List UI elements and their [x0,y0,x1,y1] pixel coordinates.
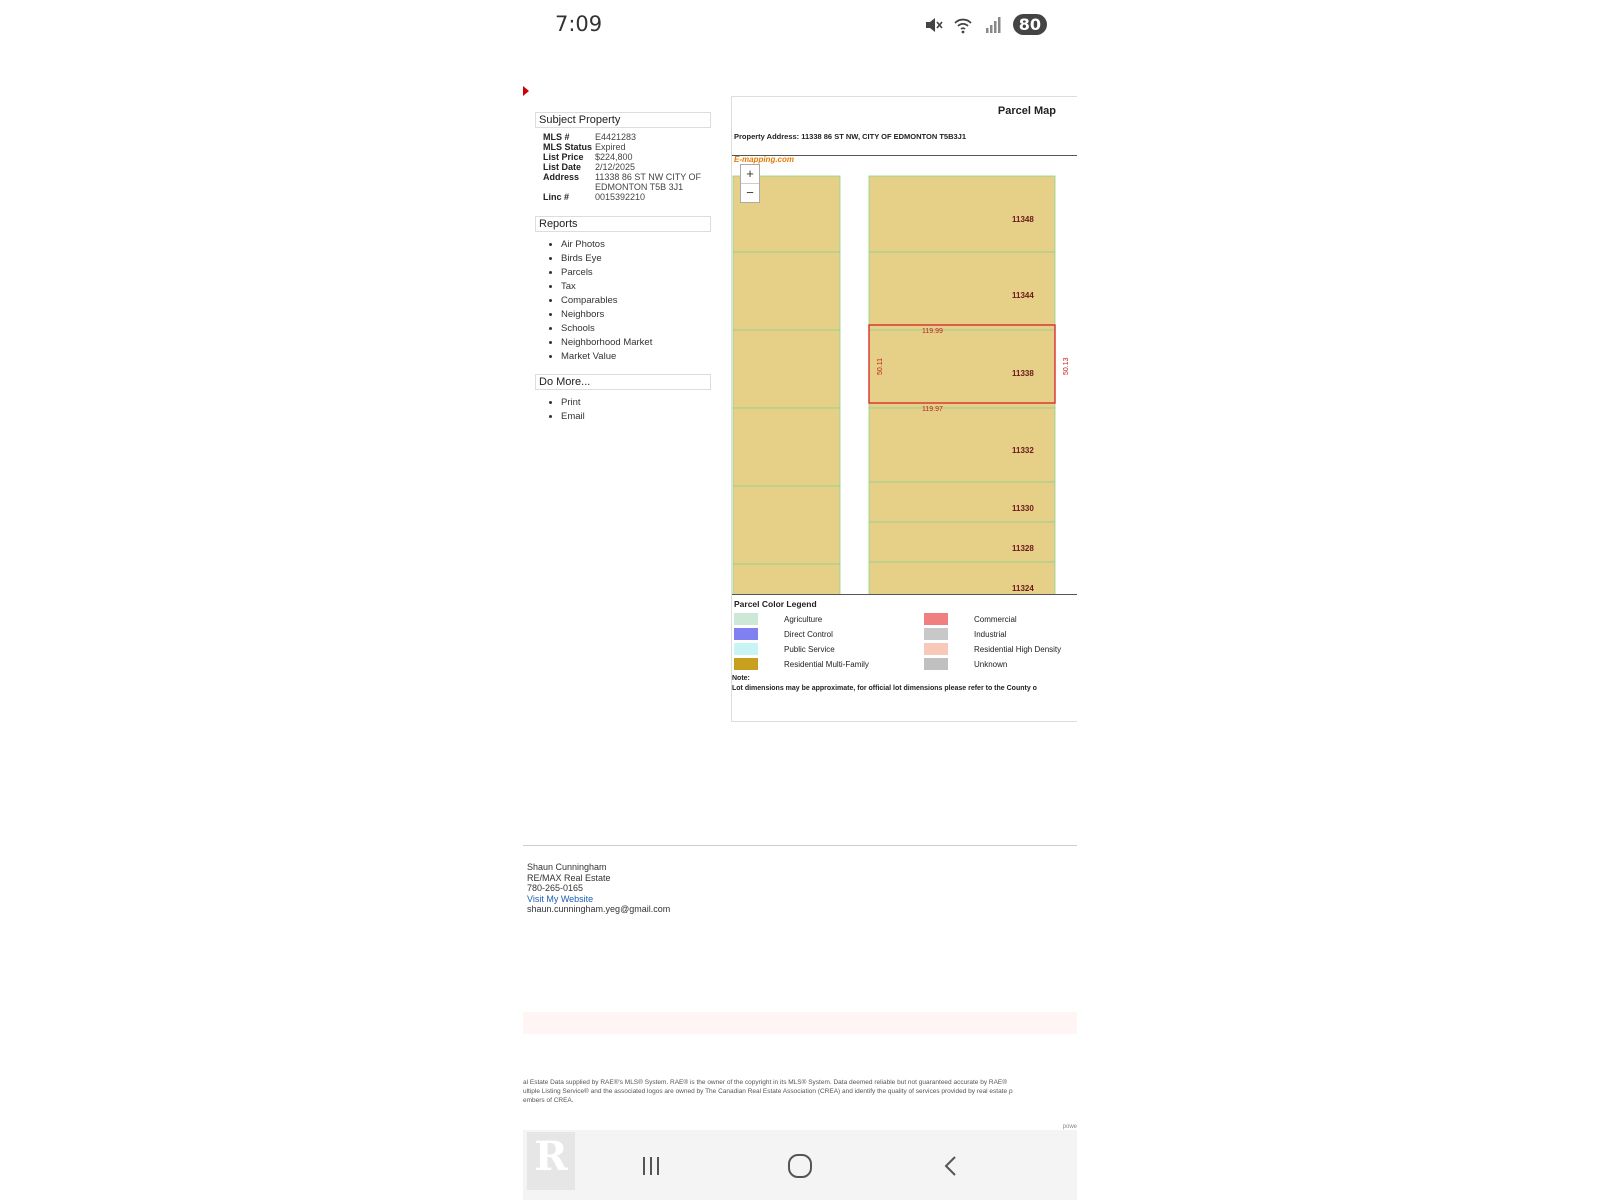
signal-icon [983,15,1003,35]
legend-item [924,628,1074,640]
field-label: Address [543,172,580,182]
parcel-west-2 [733,330,840,408]
do-more-list [535,396,711,424]
legend-swatch [924,658,948,670]
parcel-map-canvas [732,156,1077,594]
field-value: 2/12/2025 [595,162,636,172]
field-value: $224,800 [595,152,633,162]
subject-property-heading: Subject Property [535,112,711,128]
lot-number-label: 11348 [1012,215,1034,224]
legend-swatch [734,628,758,640]
legend-label: Residential Multi-Family [784,659,869,669]
note-label: Note: [732,675,750,682]
dimension-right: 50.13 [1063,357,1070,375]
report-link[interactable]: • Comparables [561,294,711,308]
lot-number-label: 11338 [1012,369,1034,378]
report-link[interactable]: • Air Photos [561,238,711,252]
legend-label: Industrial [974,629,1007,639]
note-text: Lot dimensions may be approximate, for official lot dimensions please refer to the County o [732,685,1037,692]
lot-number-label: 11324 [1012,584,1034,593]
legend-item [924,643,1074,655]
reports-heading: Reports [535,216,711,232]
dimension-top: 119.99 [922,328,943,335]
wifi-icon [953,15,973,35]
property-field [535,162,711,172]
field-value: Expired [595,142,626,152]
property-field [535,172,711,192]
action-link[interactable]: • Print [561,396,711,410]
zoom-out-button[interactable]: − [746,185,754,200]
parcel-map[interactable] [732,155,1077,595]
legend-label: Unknown [974,659,1008,669]
dimension-left: 50.11 [877,358,884,375]
parcel-east-3 [869,408,1055,482]
status-bar [523,0,1077,52]
agent-name: Shaun Cunningham [527,862,607,872]
legend-swatch [734,613,758,625]
realtor-logo: R [527,1132,575,1190]
field-label: Linc # [543,192,570,202]
legend-title: Parcel Color Legend [734,599,817,609]
parcel-color-legend [734,599,1077,670]
divider [523,845,1077,846]
android-nav-bar [523,1130,1077,1200]
field-label: MLS # [543,132,570,142]
legend-swatch [734,643,758,655]
parcel-east-4 [869,482,1055,522]
legend-swatch [924,628,948,640]
lot-number-label: 11330 [1012,504,1034,513]
agent-website-link[interactable]: Visit My Website [527,893,594,904]
legend-label: Commercial [974,614,1017,624]
parcel-map-title: Parcel Map [997,105,1056,117]
property-field [535,142,711,152]
recent-apps-icon[interactable] [631,1150,671,1182]
reports-list [535,238,711,364]
property-field [535,152,711,162]
report-link[interactable]: • Tax [561,280,711,294]
legend-swatch [924,643,948,655]
agent-contact [527,862,670,915]
legend-label: Agriculture [784,614,823,624]
legend-label: Direct Control [784,629,833,639]
agent-phone[interactable]: 780-265-0165 [527,883,584,893]
mls-disclaimer [523,1078,1077,1105]
agent-email[interactable]: shaun.cunningham.yeg@gmail.com [527,904,671,914]
agent-brokerage: RE/MAX Real Estate [527,872,611,883]
e-mapping-brand: E-mapping.com [734,155,795,164]
parcel-east-0 [869,176,1055,252]
legend-swatch [924,613,948,625]
legend-label: Public Service [784,644,835,654]
subject-property-fields [535,132,711,202]
red-arrow-marker [523,86,529,96]
legend-item [734,613,924,625]
report-link[interactable]: • Birds Eye [561,252,711,266]
legend-swatch [734,658,758,670]
home-icon[interactable] [780,1150,820,1182]
dimension-bottom: 119.97 [922,406,943,413]
parcel-map-panel [731,96,1077,722]
field-value: 11338 86 ST NW CITY OF EDMONTON T5B 3J1 [595,172,702,192]
parcel-shapes [733,176,1055,594]
property-field [535,132,711,142]
property-field [535,192,711,202]
powered-by-text: powe [1062,1124,1077,1130]
footer-band [523,1012,1077,1034]
clock: 7:09 [555,12,603,36]
action-link[interactable]: • Email [561,410,711,424]
field-value: E4421283 [595,132,637,142]
do-more-heading: Do More... [535,374,711,390]
zoom-control [740,164,760,203]
legend-label: Residential High Density [974,644,1062,654]
lot-number-label: 11344 [1012,291,1034,300]
parcel-east-5 [869,522,1055,562]
legend-item [924,613,1074,625]
parcel-west-5 [733,564,840,594]
field-label: MLS Status [543,142,593,152]
parcel-west-1 [733,252,840,330]
report-link[interactable]: • Schools [561,322,711,336]
field-label: List Date [543,162,582,172]
parcel-west-3 [733,408,840,486]
lot-number-label: 11328 [1012,544,1034,553]
legend-item [734,658,924,670]
report-link[interactable]: • Parcels [561,266,711,280]
disclaimer-line: al Estate Data supplied by RAE®'s MLS® System. RAE® is the owner of the copyright in its MLS® System. Data deemed reliable but not guaranteed accurate by RAE® [523,1079,1008,1086]
parcel-west-4 [733,486,840,564]
report-link[interactable]: • Market Value [561,350,711,364]
legend-item [734,628,924,640]
mute-icon [923,15,943,35]
legend-item [734,643,924,655]
phone-screen [523,0,1077,1200]
field-label: List Price [543,152,584,162]
report-link[interactable]: • Neighborhood Market [561,336,711,350]
property-address: Property Address: 11338 86 ST NW, CITY OF EDMONTON T5B3J1 [734,132,967,141]
lot-dimensions-note [732,675,1037,692]
back-icon[interactable] [931,1150,971,1182]
report-link[interactable]: • Neighbors [561,308,711,322]
lot-number-label: 11332 [1012,446,1034,455]
property-sidebar [535,112,711,434]
zoom-in-button[interactable]: + [741,165,759,184]
legend-item [924,658,1074,670]
field-value: 0015392210 [595,192,646,202]
battery-indicator: 80 [1013,14,1047,35]
disclaimer-line: embers of CREA. [523,1097,574,1104]
disclaimer-line: ultiple Listing Service® and the associated logos are owned by The Canadian Real Estate Association (CREA) and identify the quality of services provided by real estate p [523,1088,1013,1095]
